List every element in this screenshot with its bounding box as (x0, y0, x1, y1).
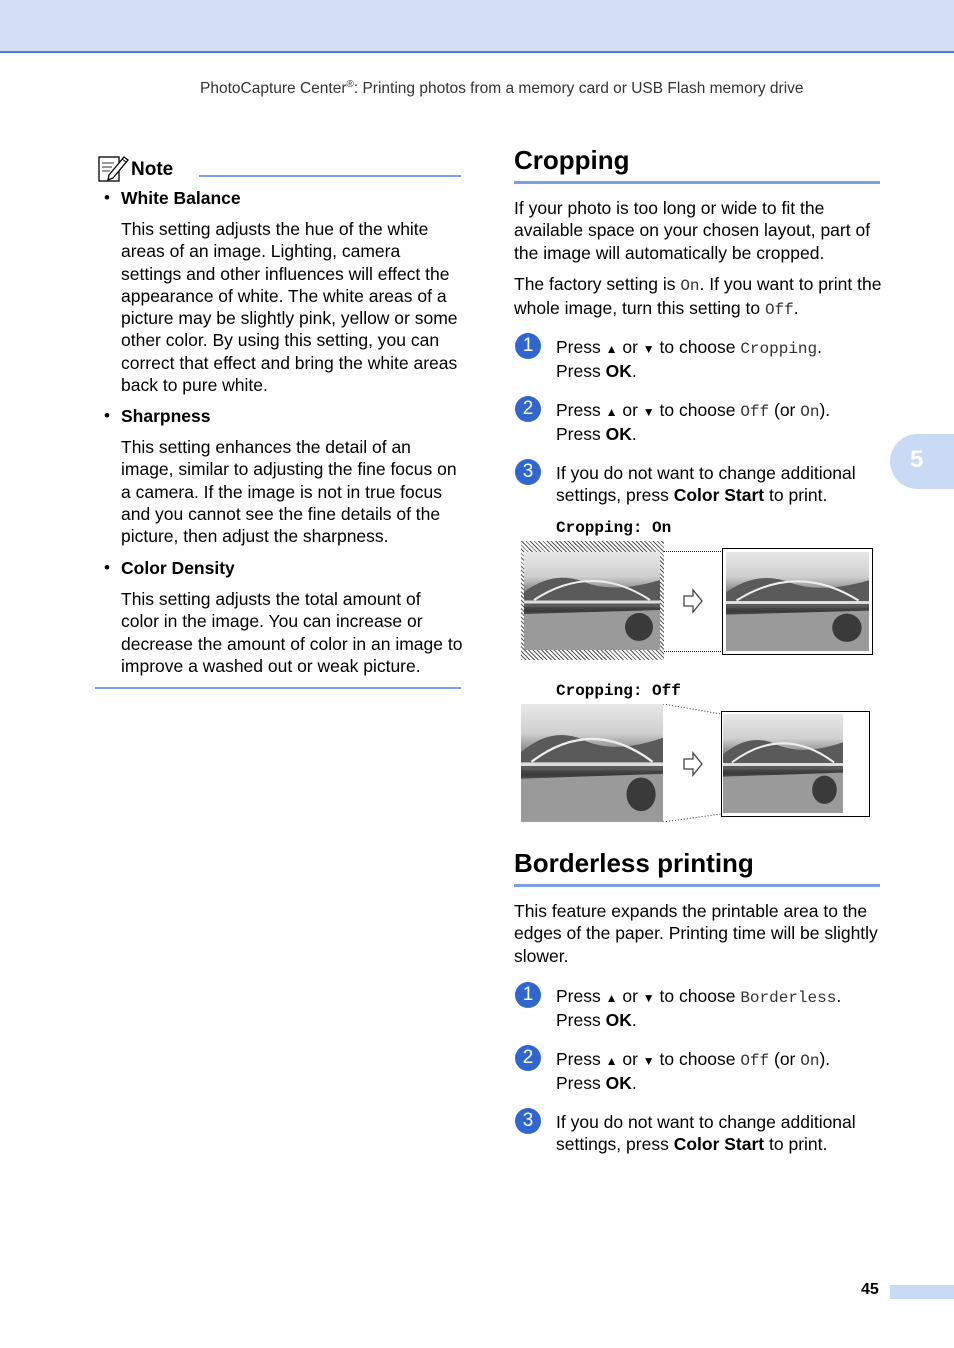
chapter-number: 5 (910, 446, 924, 473)
photo-cropped-print (726, 552, 869, 651)
bullet: • (104, 558, 110, 577)
step-text: Press ▲ or ▼ to choose Off (or On). Press OK. (556, 1049, 831, 1094)
running-header: PhotoCapture Center®: Printing photos from a memory card or USB Flash memory drive (200, 79, 804, 98)
step-text: If you do not want to change additional settings, press Color Start to print. (556, 463, 856, 506)
step-text: If you do not want to change additional settings, press Color Start to print. (556, 1112, 856, 1155)
note-item-text: This setting adjusts the total amount of color in the image. You can increase or decrease the amount of color in an image to improve a washed out or weak picture. (121, 589, 463, 676)
bullet: • (104, 188, 110, 207)
note-rule (199, 175, 461, 177)
page-number: 45 (861, 1281, 879, 1298)
note-item-title: Sharpness (121, 406, 211, 426)
step-number: 3 (515, 1108, 541, 1134)
step-number: 2 (515, 1045, 541, 1071)
step-text: Press ▲ or ▼ to choose Cropping. Press OK. (556, 337, 822, 382)
step-text: Press ▲ or ▼ to choose Off (or On). Press OK. (556, 400, 831, 445)
borderless-intro: This feature expands the printable area to the edges of the paper. Printing time will be slightly slower. (514, 901, 878, 966)
right-arrow-icon (682, 588, 704, 614)
photo-full-print (723, 714, 843, 813)
cropping-heading: Cropping (514, 145, 630, 175)
note-pencil-icon (97, 153, 129, 183)
borderless-heading: Borderless printing (514, 848, 754, 878)
step-number: 1 (515, 333, 541, 359)
figure-label-cropping-on: Cropping: On (556, 519, 672, 537)
note-item-text: This setting adjusts the hue of the white areas of an image. Lighting, camera settings and other influences will effect the appearance of white. The white areas of a picture may be slightly pink, yellow or some other color. By using this setting, you can correct that effect and bring the white areas back to pure white. (121, 219, 458, 396)
guide-line (664, 551, 723, 552)
heading-rule (514, 884, 880, 887)
bullet: • (104, 406, 110, 425)
right-arrow-icon (682, 751, 704, 777)
guide-line (664, 651, 723, 652)
step-number: 2 (515, 396, 541, 422)
step-number: 3 (515, 459, 541, 485)
cropping-factory-setting: The factory setting is On. If you want to print the whole image, turn this setting to Off. (514, 274, 882, 320)
step-number: 1 (515, 982, 541, 1008)
note-item-title: White Balance (121, 188, 241, 208)
heading-rule (514, 181, 880, 184)
figure-label-cropping-off: Cropping: Off (556, 682, 681, 700)
note-bottom-rule (95, 687, 461, 689)
top-band (0, 0, 954, 53)
photo-original (524, 552, 660, 650)
photo-original (521, 704, 663, 822)
page-footer-bar (890, 1285, 954, 1299)
note-item-title: Color Density (121, 558, 235, 578)
cropping-intro: If your photo is too long or wide to fit the available space on your chosen layout, part of the image will automatically be cropped. (514, 198, 871, 263)
note-item-text: This setting enhances the detail of an image, similar to adjusting the fine focus on a camera. If the image is not in true focus and you cannot see the fine details of the picture, then adjust the sharpness. (121, 437, 457, 547)
note-title: Note (131, 159, 174, 180)
step-text: Press ▲ or ▼ to choose Borderless. Press OK. (556, 986, 842, 1031)
